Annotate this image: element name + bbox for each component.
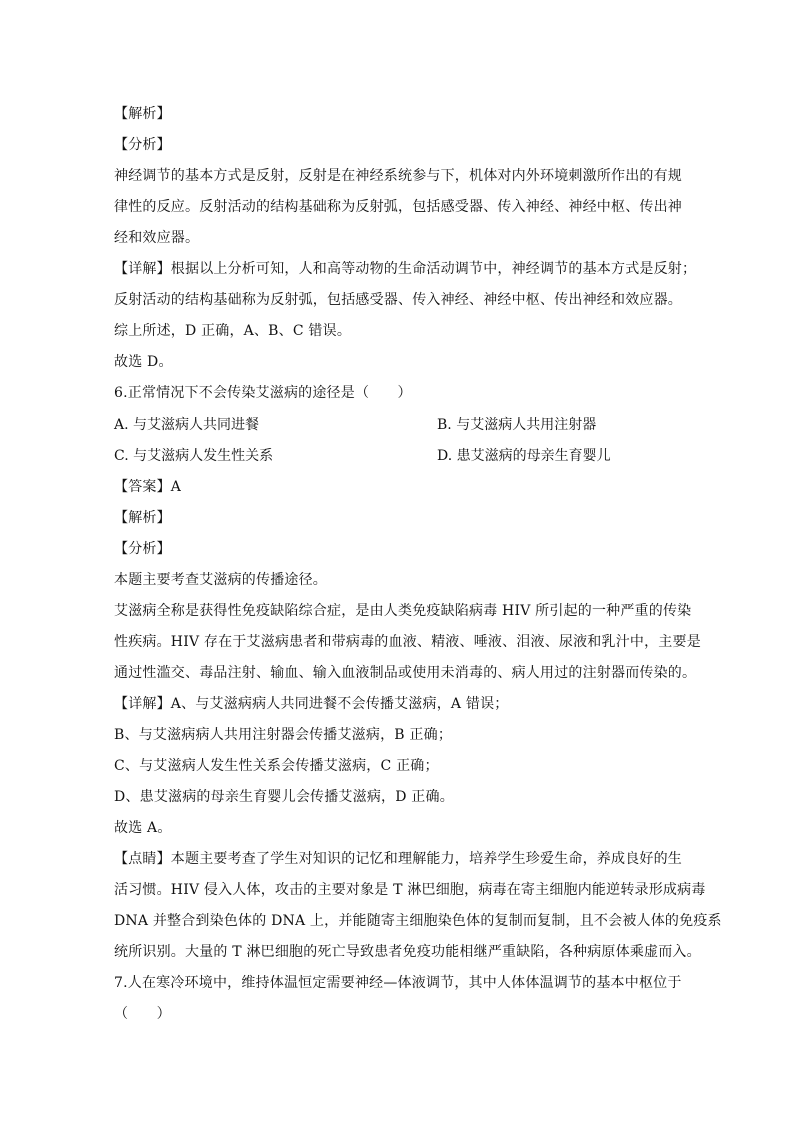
text-line: 反射活动的结构基础称为反射弧，包括感受器、传入神经、神经中枢、传出神经和效应器。	[114, 292, 682, 308]
section-heading-analysis: 【解析】	[114, 106, 171, 122]
text-line: 故选 D。	[114, 354, 173, 370]
text-line: 律性的反应。反射活动的结构基础称为反射弧，包括感受器、传入神经、神经中枢、传出神	[114, 199, 682, 215]
text-line: 活习惯。HIV 侵入人体，攻击的主要对象是 T 淋巴细胞，病毒在寄主细胞内能逆转录形成病毒	[114, 882, 706, 898]
text-line: （ ）	[114, 1006, 171, 1022]
section-heading-breakdown: 【分析】	[114, 137, 171, 153]
text-line: 性疾病。HIV 存在于艾滋病患者和带病毒的血液、精液、唾液、泪液、尿液和乳汁中，主要是	[114, 634, 701, 650]
option-a: A. 与艾滋病人共同进餐	[114, 417, 260, 433]
text-line: 【详解】A、与艾滋病病人共同进餐不会传播艾滋病，A 错误；	[114, 696, 509, 712]
text-line: 通过性滥交、毒品注射、输血、输入血液制品或使用未消毒的、病人用过的注射器而传染的。	[114, 665, 697, 681]
text-line: 故选 A。	[114, 820, 172, 836]
section-heading-analysis: 【解析】	[114, 510, 171, 526]
option-b: B. 与艾滋病人共用注射器	[437, 417, 597, 433]
text-line: B、与艾滋病病人共用注射器会传播艾滋病，B 正确；	[114, 727, 453, 743]
text-line: 神经调节的基本方式是反射，反射是在神经系统参与下，机体对内外环境刺激所作出的有规	[114, 168, 682, 184]
question-6: 6.正常情况下不会传染艾滋病的途径是（ ）	[114, 385, 412, 401]
text-line: D、患艾滋病的母亲生育婴儿会传播艾滋病，D 正确。	[114, 789, 454, 805]
text-line: 经和效应器。	[114, 230, 200, 246]
text-line: 【详解】根据以上分析可知，人和高等动物的生命活动调节中，神经调节的基本方式是反射；	[114, 261, 697, 277]
answer-line: 【答案】A	[114, 479, 182, 495]
text-line: 艾滋病全称是获得性免疫缺陷综合症，是由人类免疫缺陷病毒 HIV 所引起的一种严重的传染	[114, 603, 692, 619]
text-line: 本题主要考查艾滋病的传播途径。	[114, 572, 327, 588]
section-heading-breakdown: 【分析】	[114, 541, 171, 557]
option-d: D. 患艾滋病的母亲生育婴儿	[437, 448, 611, 464]
question-7: 7.人在寒冷环境中，维持体温恒定需要神经—体液调节，其中人体体温调节的基本中枢位于	[114, 975, 682, 991]
option-c: C. 与艾滋病人发生性关系	[114, 448, 274, 464]
text-line: 综上所述，D 正确，A、B、C 错误。	[114, 323, 352, 339]
text-line: C、与艾滋病人发生性关系会传播艾滋病，C 正确；	[114, 758, 439, 774]
text-line: 【点睛】本题主要考查了学生对知识的记忆和理解能力，培养学生珍爱生命，养成良好的生	[114, 851, 682, 867]
text-line: 统所识别。大量的 T 淋巴细胞的死亡导致患者免疫功能相继严重缺陷，各种病原体乘虚而入。	[114, 944, 701, 960]
text-line: DNA 并整合到染色体的 DNA 上，并能随寄主细胞染色体的复制而复制，且不会被人体的免疫系	[114, 913, 722, 929]
